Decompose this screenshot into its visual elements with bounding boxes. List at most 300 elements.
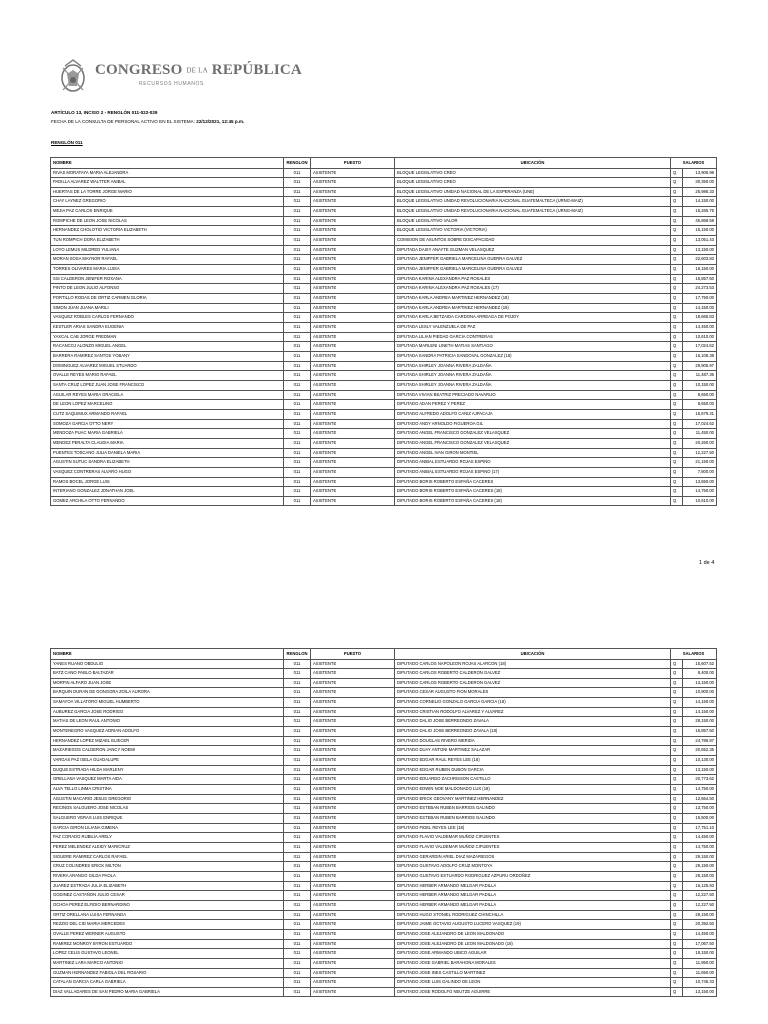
cell-salario: 10,610.00 (683, 332, 717, 342)
cell-renglon: 011 (284, 390, 311, 400)
cell-nombre: RAMOS BOCEL JORGE LUIS (51, 477, 284, 487)
cell-ubicacion: DIPUTADO CARLOS NAPOLEON ROJAS ALARCON (18) (395, 659, 671, 669)
cell-salario: 20,652.35 (683, 746, 717, 756)
cell-ubicacion: DIPUTADO JOSE ALEJANDRO DE LEON MALDONADO (18) (395, 939, 671, 949)
cell-currency: Q (671, 294, 683, 304)
cell-nombre: PEREZ MELENDEZ ALEIDY MARICRUZ (51, 842, 284, 852)
cell-salario: 11,650.00 (683, 968, 717, 978)
cell-salario: 8,650.00 (683, 390, 717, 400)
cell-puesto: ASISTENTE (311, 775, 395, 785)
col-nombre: NOMBRE (51, 158, 284, 169)
cell-nombre: VARGAS PAZ ISELA GUADALUPE (51, 756, 284, 766)
cell-renglon: 011 (284, 949, 311, 959)
cell-nombre: PORTILLO RODAS DE ORTIZ CARMEN GLORIA (51, 294, 284, 304)
table-row (51, 168, 717, 178)
cell-puesto: ASISTENTE (311, 707, 395, 717)
coat-of-arms-icon (59, 56, 87, 96)
cell-salario: 24,786.87 (683, 736, 717, 746)
cell-renglon: 011 (284, 197, 311, 207)
cell-currency: Q (671, 351, 683, 361)
cell-ubicacion: DIPUTADA KARLA ANDREA MARTINEZ HERNANDEZ (19) (395, 303, 671, 313)
table-row (51, 756, 717, 766)
cell-puesto: ASISTENTE (311, 852, 395, 862)
cell-puesto: ASISTENTE (311, 438, 395, 448)
cell-nombre: GUZMAN HERNANDEZ FABIOLA DEL ROSARIO (51, 968, 284, 978)
table-row (51, 678, 717, 688)
table-row (51, 390, 717, 400)
table-row (51, 361, 717, 371)
cell-nombre: MONTENEGRO VASQUEZ ADRIAN ADOLFO (51, 727, 284, 737)
cell-puesto: ASISTENTE (311, 688, 395, 698)
cell-renglon: 011 (284, 313, 311, 323)
cell-renglon: 011 (284, 400, 311, 410)
cell-nombre: LOYO LEMUS MILDRED YULIANA (51, 245, 284, 255)
cell-salario: 11,950.00 (683, 958, 717, 968)
cell-puesto: ASISTENTE (311, 717, 395, 727)
table-row (51, 833, 717, 843)
cell-ubicacion: DIPUTADO DALIO JOSE BERREONDO ZAVALA (18) (395, 727, 671, 737)
table-row (51, 458, 717, 468)
table-row (51, 216, 717, 226)
cell-puesto: ASISTENTE (311, 168, 395, 178)
table-row (51, 910, 717, 920)
cell-renglon: 011 (284, 323, 311, 333)
cell-nombre: ROMPICHE DE LEON JOSE NICOLAS (51, 216, 284, 226)
cell-puesto: ASISTENTE (311, 409, 395, 419)
table-row (51, 765, 717, 775)
col-ubicacion: UBICACIÓN (395, 649, 671, 660)
cell-renglon: 011 (284, 467, 311, 477)
cell-renglon: 011 (284, 746, 311, 756)
table-row (51, 332, 717, 342)
cell-renglon: 011 (284, 255, 311, 265)
table-row (51, 707, 717, 717)
cell-renglon: 011 (284, 756, 311, 766)
cell-currency: Q (671, 698, 683, 708)
cell-renglon: 011 (284, 707, 311, 717)
cell-renglon: 011 (284, 187, 311, 197)
cell-currency: Q (671, 852, 683, 862)
cell-puesto: ASISTENTE (311, 207, 395, 217)
cell-renglon: 011 (284, 458, 311, 468)
cell-salario: 24,273.53 (683, 284, 717, 294)
cell-nombre: OVALLE PEREZ WERNER AUGUSTO (51, 929, 284, 939)
cell-salario: 13,150.00 (683, 245, 717, 255)
cell-currency: Q (671, 891, 683, 901)
cell-ubicacion: DIPUTADO BORIS ROBERTO ESPAÑA CACERES (395, 477, 671, 487)
cell-nombre: AGUSTIN MACARIO JESUS GREGORIO (51, 794, 284, 804)
cell-salario: 20,260.00 (683, 438, 717, 448)
table-row (51, 351, 717, 361)
table-row (51, 804, 717, 814)
cell-nombre: AUBUREZ GARCIA JOSE RODRIGO (51, 707, 284, 717)
cell-puesto: ASISTENTE (311, 746, 395, 756)
cell-currency: Q (671, 197, 683, 207)
cell-renglon: 011 (284, 438, 311, 448)
cell-nombre: GARCIA GIRON LILIANA GIMENA (51, 823, 284, 833)
cell-currency: Q (671, 207, 683, 217)
cell-salario: 8,650.00 (683, 400, 717, 410)
cell-currency: Q (671, 303, 683, 313)
table-row (51, 487, 717, 497)
cell-puesto: ASISTENTE (311, 910, 395, 920)
cell-salario: 16,679.31 (683, 409, 717, 419)
table-row (51, 313, 717, 323)
cell-renglon: 011 (284, 448, 311, 458)
cell-ubicacion: BLOQUE LEGISLATIVO UNIDAD REVOLUCIONARIA NACIONAL GUATEMALTECA (URNG-MAIZ) (395, 197, 671, 207)
table-row (51, 496, 717, 506)
cell-ubicacion: DIPUTADA LILIAN PIEDAD GARCIA CONTRERAS (395, 332, 671, 342)
cell-puesto: ASISTENTE (311, 197, 395, 207)
cell-renglon: 011 (284, 794, 311, 804)
cell-currency: Q (671, 978, 683, 988)
table-row (51, 448, 717, 458)
cell-nombre: VASQUEZ CONTRERAS ALVARO HUGO (51, 467, 284, 477)
cell-nombre: OCHOA PEREZ ELFIDIO BERNARDINO (51, 900, 284, 910)
cell-salario: 17,024.62 (683, 419, 717, 429)
table-row (51, 245, 717, 255)
cell-puesto: ASISTENTE (311, 477, 395, 487)
cell-renglon: 011 (284, 900, 311, 910)
cell-puesto: ASISTENTE (311, 284, 395, 294)
cell-puesto: ASISTENTE (311, 929, 395, 939)
cell-currency: Q (671, 707, 683, 717)
personnel-table-page-2 (50, 648, 717, 997)
cell-renglon: 011 (284, 765, 311, 775)
cell-salario: 10,610.00 (683, 496, 717, 506)
cell-puesto: ASISTENTE (311, 361, 395, 371)
cell-nombre: VASQUEZ ROBLES CARLOS FERNANDO (51, 313, 284, 323)
cell-ubicacion: DIPUTADA JENIFFER GABRIELA MARCELINA GUERRA GALVEZ (395, 255, 671, 265)
cell-renglon: 011 (284, 842, 311, 852)
cell-renglon: 011 (284, 688, 311, 698)
cell-ubicacion: DIPUTADO CRISTIAN RODOLFO ALVAREZ Y ALVAREZ (395, 707, 671, 717)
cell-ubicacion: DIPUTADO HERBER ARMANDO MELGAR PADILLA (395, 891, 671, 901)
cell-nombre: ALVA TELLO LINMA CRISTINA (51, 785, 284, 795)
table-row (51, 949, 717, 959)
cell-puesto: ASISTENTE (311, 736, 395, 746)
cell-currency: Q (671, 659, 683, 669)
cell-renglon: 011 (284, 284, 311, 294)
cell-renglon: 011 (284, 939, 311, 949)
cell-puesto: ASISTENTE (311, 187, 395, 197)
cell-currency: Q (671, 871, 683, 881)
cell-currency: Q (671, 429, 683, 439)
cell-salario: 15,150.00 (683, 226, 717, 236)
cell-puesto: ASISTENTE (311, 862, 395, 872)
cell-nombre: MORAN SOSA MAYNOR RAFAEL (51, 255, 284, 265)
cell-salario: 11,487.36 (683, 371, 717, 381)
cell-renglon: 011 (284, 429, 311, 439)
cell-salario: 28,150.00 (683, 717, 717, 727)
cell-puesto: ASISTENTE (311, 332, 395, 342)
cell-nombre: BARRERA RAMIREZ SANTOS YOBANY (51, 351, 284, 361)
cell-renglon: 011 (284, 862, 311, 872)
cell-currency: Q (671, 487, 683, 497)
table-row (51, 852, 717, 862)
cell-puesto: ASISTENTE (311, 823, 395, 833)
cell-nombre: SIS CALDERON JENIFER ROXANA (51, 274, 284, 284)
cell-ubicacion: DIPUTADO FLAVIO VALDEMAR MUÑOZ CIFUENTES (395, 842, 671, 852)
cell-puesto: ASISTENTE (311, 939, 395, 949)
logo-title: CONGRESO DE LA REPÚBLICA (95, 62, 302, 78)
cell-renglon: 011 (284, 678, 311, 688)
cell-salario: 17,067.50 (683, 939, 717, 949)
table-row (51, 900, 717, 910)
cell-puesto: ASISTENTE (311, 987, 395, 997)
cell-puesto: ASISTENTE (311, 265, 395, 275)
cell-ubicacion: DIPUTADO ESTEBAN RUBEN BARRIOS GALINDO (395, 804, 671, 814)
cell-renglon: 011 (284, 978, 311, 988)
cell-currency: Q (671, 794, 683, 804)
cell-renglon: 011 (284, 245, 311, 255)
cell-salario: 14,750.00 (683, 487, 717, 497)
cell-salario: 30,350.00 (683, 178, 717, 188)
cell-currency: Q (671, 458, 683, 468)
table-row (51, 958, 717, 968)
cell-nombre: BATZ CANO PABLO BALTAZAR (51, 669, 284, 679)
cell-renglon: 011 (284, 736, 311, 746)
table-row (51, 429, 717, 439)
cell-nombre: GODINEZ CASTAÑON JULIO CESAR (51, 891, 284, 901)
cell-currency: Q (671, 688, 683, 698)
cell-renglon: 011 (284, 775, 311, 785)
cell-puesto: ASISTENTE (311, 698, 395, 708)
cell-renglon: 011 (284, 987, 311, 997)
table-row (51, 236, 717, 246)
cell-nombre: CRUZ COLINDRES ERICK MILTON (51, 862, 284, 872)
cell-currency: Q (671, 477, 683, 487)
table-row (51, 294, 717, 304)
cell-renglon: 011 (284, 274, 311, 284)
cell-salario: 18,665.83 (683, 313, 717, 323)
table-row (51, 968, 717, 978)
cell-puesto: ASISTENTE (311, 390, 395, 400)
table-row (51, 323, 717, 333)
cell-nombre: TORRES OLIVARES MARIA LUISA (51, 265, 284, 275)
cell-ubicacion: DIPUTADO CORNELIO GONZALO GARCIA GARCIA (18) (395, 698, 671, 708)
cell-nombre: OVALLE REYES MARIO RAFAEL (51, 371, 284, 381)
cell-puesto: ASISTENTE (311, 245, 395, 255)
cell-ubicacion: DIPUTADO GERARDIN ARIEL DIAZ MAZARIEGOS (395, 852, 671, 862)
table-row (51, 419, 717, 429)
cell-ubicacion: DIPUTADO ANIBAL ESTUARDO ROJAS ESPINO (17) (395, 467, 671, 477)
cell-puesto: ASISTENTE (311, 380, 395, 390)
cell-salario: 29,150.00 (683, 852, 717, 862)
congreso-logo (55, 52, 302, 102)
cell-currency: Q (671, 438, 683, 448)
cell-currency: Q (671, 216, 683, 226)
cell-puesto: ASISTENTE (311, 871, 395, 881)
cell-currency: Q (671, 678, 683, 688)
cell-puesto: ASISTENTE (311, 727, 395, 737)
cell-puesto: ASISTENTE (311, 785, 395, 795)
cell-puesto: ASISTENTE (311, 833, 395, 843)
cell-ubicacion: DIPUTADO ALFREDO ADOLFO CANIZ AJPACAJA (395, 409, 671, 419)
cell-ubicacion: DIPUTADA KARINA ALEXANDRA PAZ ROSALES (17) (395, 284, 671, 294)
cell-puesto: ASISTENTE (311, 342, 395, 352)
cell-currency: Q (671, 900, 683, 910)
cell-puesto: ASISTENTE (311, 814, 395, 824)
cell-ubicacion: BLOQUE LEGISLATIVO CREO (395, 178, 671, 188)
cell-currency: Q (671, 823, 683, 833)
cell-currency: Q (671, 419, 683, 429)
cell-currency: Q (671, 274, 683, 284)
cell-puesto: ASISTENTE (311, 313, 395, 323)
cell-nombre: LOPEZ CELIS GUSTAVO LEONEL (51, 949, 284, 959)
cell-salario: 7,800.00 (683, 467, 717, 477)
cell-salario: 29,150.00 (683, 862, 717, 872)
query-date: 22/12/2021, 12:45 p.m. (196, 119, 245, 124)
cell-nombre: SALGUERO VERAS LUIS ENRIQUE (51, 814, 284, 824)
table-row (51, 891, 717, 901)
cell-ubicacion: DIPUTADO HUGO STONIEL RODRIGUEZ CHINCHILLA (395, 910, 671, 920)
cell-currency: Q (671, 168, 683, 178)
cell-nombre: DOMINGUEZ ALVAREZ MIGUEL STUARDO (51, 361, 284, 371)
cell-puesto: ASISTENTE (311, 323, 395, 333)
cell-currency: Q (671, 361, 683, 371)
cell-salario: 14,450.00 (683, 929, 717, 939)
cell-puesto: ASISTENTE (311, 804, 395, 814)
cell-nombre: DUQUE ESTRADA HILDA MARLENY (51, 765, 284, 775)
cell-puesto: ASISTENTE (311, 949, 395, 959)
cell-puesto: ASISTENTE (311, 255, 395, 265)
cell-salario: 22,603.83 (683, 255, 717, 265)
cell-currency: Q (671, 785, 683, 795)
cell-renglon: 011 (284, 871, 311, 881)
cell-salario: 13,650.00 (683, 477, 717, 487)
table-row (51, 371, 717, 381)
cell-puesto: ASISTENTE (311, 756, 395, 766)
cell-nombre: RIVAS MORATAYA MARIA ALEJANDRA (51, 168, 284, 178)
cell-ubicacion: DIPUTADO JOSE INES CASTILLO MARTINEZ (395, 968, 671, 978)
logo-subtitle: RECURSOS HUMANOS (139, 81, 204, 87)
col-salarios: SALARIOS (671, 649, 717, 660)
cell-salario: 14,750.00 (683, 785, 717, 795)
cell-currency: Q (671, 727, 683, 737)
cell-ubicacion: DIPUTADO CARLOS ROBERTO CALDERON GALVEZ (395, 678, 671, 688)
cell-ubicacion: DIPUTADO ESTEBAN RUBEN BARRIOS GALINDO (395, 814, 671, 824)
cell-puesto: ASISTENTE (311, 236, 395, 246)
cell-nombre: KESTLER ARIAS SANDRA EUGENIA (51, 323, 284, 333)
cell-puesto: ASISTENTE (311, 429, 395, 439)
cell-ubicacion: DIPUTADO EDWIN NOE MALDONADO LUX (18) (395, 785, 671, 795)
cell-nombre: HERNANDEZ LOPEZ MIZAEL ELIECER (51, 736, 284, 746)
cell-puesto: ASISTENTE (311, 958, 395, 968)
cell-salario: 29,150.00 (683, 910, 717, 920)
col-salarios: SALARIOS (671, 158, 717, 169)
cell-nombre: MORFIN ALFARO JUAN JOSE (51, 678, 284, 688)
cell-nombre: SIGUERE RAMIREZ CARLOS RAFAEL (51, 852, 284, 862)
cell-currency: Q (671, 342, 683, 352)
table-body (51, 168, 717, 506)
table-row (51, 736, 717, 746)
cell-salario: 20,392.50 (683, 920, 717, 930)
cell-ubicacion: DIPUTADA SANDRA PATRICIA SANDOVAL GONZALEZ (18) (395, 351, 671, 361)
cell-currency: Q (671, 756, 683, 766)
cell-ubicacion: DIPUTADO JAIME OCTAVIO AUGUSTO LUCERO VASQUEZ (19) (395, 920, 671, 930)
cell-nombre: DIAZ VALLADARES DE SAN PEDRO MARIA GABRIELA (51, 987, 284, 997)
cell-ubicacion: DIPUTADO ADAN PEREZ Y PEREZ (395, 400, 671, 410)
table-header-row (51, 158, 717, 169)
table-row (51, 226, 717, 236)
cell-ubicacion: DIPUTADA SHIRLEY JOANNA RIVERA ZALDAÑA (395, 371, 671, 381)
cell-salario: 10,150.00 (683, 380, 717, 390)
table-row (51, 775, 717, 785)
cell-currency: Q (671, 313, 683, 323)
cell-puesto: ASISTENTE (311, 351, 395, 361)
cell-nombre: DE LEON LOPEZ MARCELINO (51, 400, 284, 410)
table-row (51, 274, 717, 284)
cell-ubicacion: DIPUTADO JOSE LUIS GALINDO DE LEON (395, 978, 671, 988)
cell-salario: 13,906.98 (683, 168, 717, 178)
table-row (51, 727, 717, 737)
cell-currency: Q (671, 236, 683, 246)
table-row (51, 409, 717, 419)
cell-currency: Q (671, 910, 683, 920)
cell-currency: Q (671, 390, 683, 400)
cell-currency: Q (671, 284, 683, 294)
cell-salario: 8,400.00 (683, 669, 717, 679)
cell-ubicacion: DIPUTADA KARLA ANDREA MARTINEZ HERNANDEZ (18) (395, 294, 671, 304)
cell-ubicacion: DIPUTADA KARINA ALEXANDRA PAZ ROSALES (395, 274, 671, 284)
table-row (51, 178, 717, 188)
cell-renglon: 011 (284, 168, 311, 178)
cell-ubicacion: DIPUTADO JOSE GABRIEL BARAHONA MORALES (395, 958, 671, 968)
cell-renglon: 011 (284, 881, 311, 891)
cell-puesto: ASISTENTE (311, 467, 395, 477)
table-row (51, 477, 717, 487)
cell-ubicacion: DIPUTADO EDGAR RUBEN DUBON GARCIA (395, 765, 671, 775)
table-row (51, 197, 717, 207)
cell-nombre: MEJIA PAZ CARLOS ENRIQUE (51, 207, 284, 217)
table-row (51, 842, 717, 852)
cell-salario: 15,108.38 (683, 351, 717, 361)
cell-nombre: MENDEZ PERALTA CLAUDIA MARIA (51, 438, 284, 448)
cell-renglon: 011 (284, 380, 311, 390)
cell-nombre: YAXCAL CAB JORGE FREDMAN (51, 332, 284, 342)
cell-currency: Q (671, 881, 683, 891)
cell-puesto: ASISTENTE (311, 458, 395, 468)
cell-ubicacion: DIPUTADO ANDY ARNOLDO FIGUEROA GIL (395, 419, 671, 429)
table-row (51, 400, 717, 410)
cell-ubicacion: DIPUTADA SHIRLEY JOANNA RIVERA ZALDAÑA (395, 361, 671, 371)
cell-renglon: 011 (284, 419, 311, 429)
cell-ubicacion: DIPUTADO FLAVIO VALDEMAR MUÑOZ CIFUENTES (395, 833, 671, 843)
cell-salario: 16,150.00 (683, 265, 717, 275)
table-row (51, 939, 717, 949)
cell-renglon: 011 (284, 342, 311, 352)
table-body (51, 659, 717, 997)
cell-ubicacion: DIPUTADA SHIRLEY JOANNA RIVERA ZALDAÑA (395, 380, 671, 390)
cell-nombre: YANES RUANO OBDULIO (51, 659, 284, 669)
table-row (51, 987, 717, 997)
cell-currency: Q (671, 448, 683, 458)
document-page-2 (0, 642, 768, 1024)
cell-renglon: 011 (284, 265, 311, 275)
renglon-heading: RENGLÓN 011 (51, 140, 83, 145)
cell-salario: 15,265.75 (683, 207, 717, 217)
cell-ubicacion: DIPUTADA MARLENI LINETH MATIAS SANTIAGO (395, 342, 671, 352)
cell-ubicacion: DIPUTADO ANGEL IVAN GIRON MONTIEL (395, 448, 671, 458)
table-row (51, 265, 717, 275)
cell-renglon: 011 (284, 303, 311, 313)
cell-renglon: 011 (284, 226, 311, 236)
cell-ubicacion: DIPUTADO JOSE ARMANDO UBICO AGUILAR (395, 949, 671, 959)
cell-renglon: 011 (284, 361, 311, 371)
cell-nombre: ORELLANA VASQUEZ MARTA AIDA (51, 775, 284, 785)
cell-salario: 15,857.50 (683, 727, 717, 737)
